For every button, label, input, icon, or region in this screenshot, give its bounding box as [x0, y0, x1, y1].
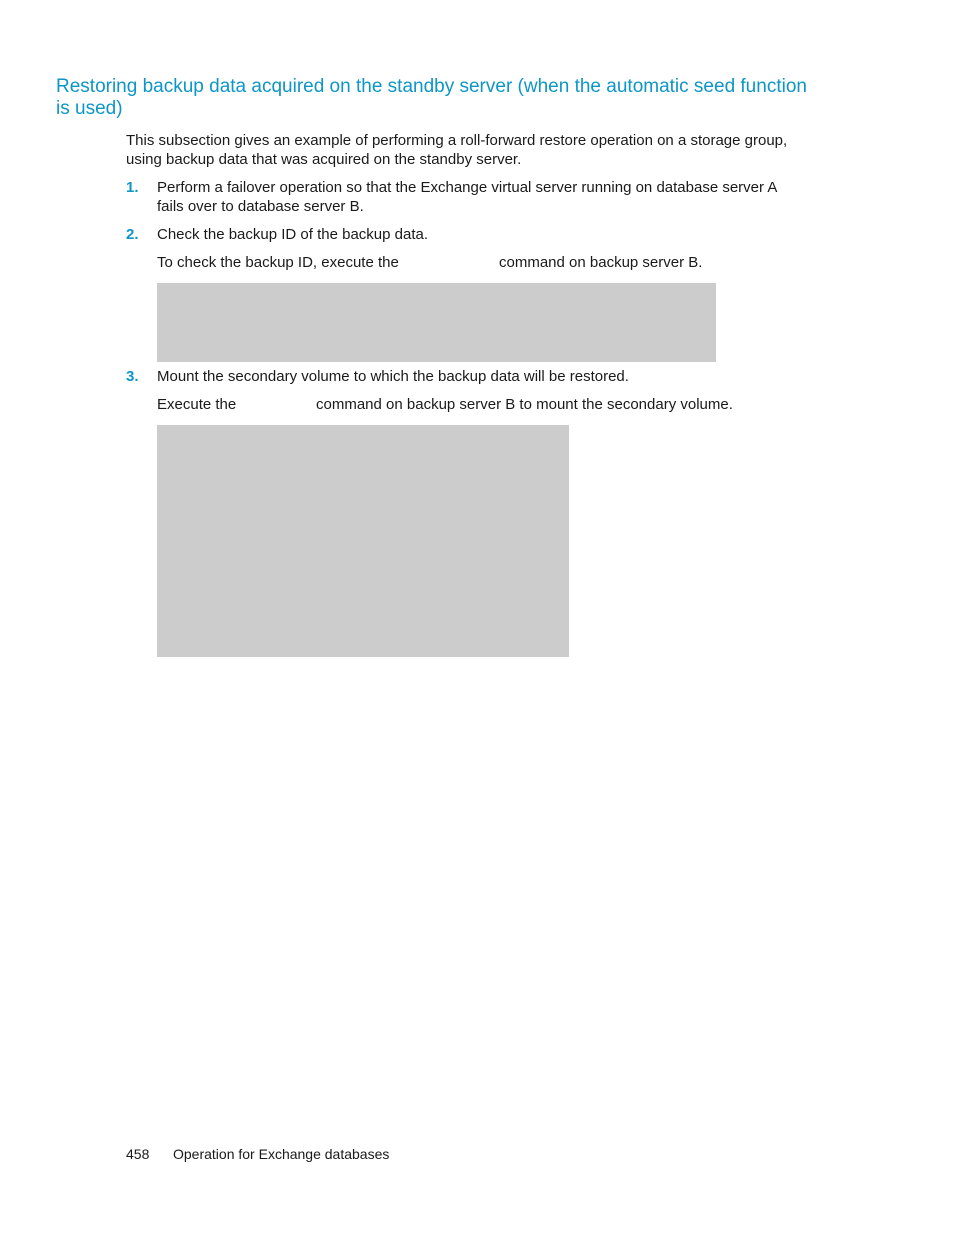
step-3-detail-before: Execute the	[157, 396, 237, 413]
step-3-text: Mount the secondary volume to which the backup data will be restored.	[157, 368, 629, 385]
step-1-text: Perform a failover operation so that the Exchange virtual server running on database server A fails over to database server B.	[157, 179, 777, 215]
step-2-detail-before: To check the backup ID, execute the	[157, 254, 399, 271]
step-3-code-block	[157, 425, 569, 657]
step-2-detail-after: command on backup server B.	[499, 254, 703, 271]
step-1-number: 1.	[126, 179, 139, 196]
step-2-code-block	[157, 283, 716, 362]
footer-chapter-title: Operation for Exchange databases	[173, 1146, 390, 1162]
step-2-text: Check the backup ID of the backup data.	[157, 226, 429, 243]
page-number: 458	[126, 1146, 150, 1162]
step-2-number: 2.	[126, 226, 139, 243]
step-3-detail	[157, 395, 797, 414]
intro-paragraph: This subsection gives an example of performing a roll-forward restore operation on a storage group, using backup data that was acquired on the standby server.	[126, 132, 788, 168]
section-heading: Restoring backup data acquired on the standby server (when the automatic seed function is used)	[56, 76, 807, 119]
step-3-number: 3.	[126, 368, 139, 385]
step-3-detail-after: command on backup server B to mount the secondary volume.	[316, 396, 733, 413]
step-2-detail	[157, 253, 797, 272]
